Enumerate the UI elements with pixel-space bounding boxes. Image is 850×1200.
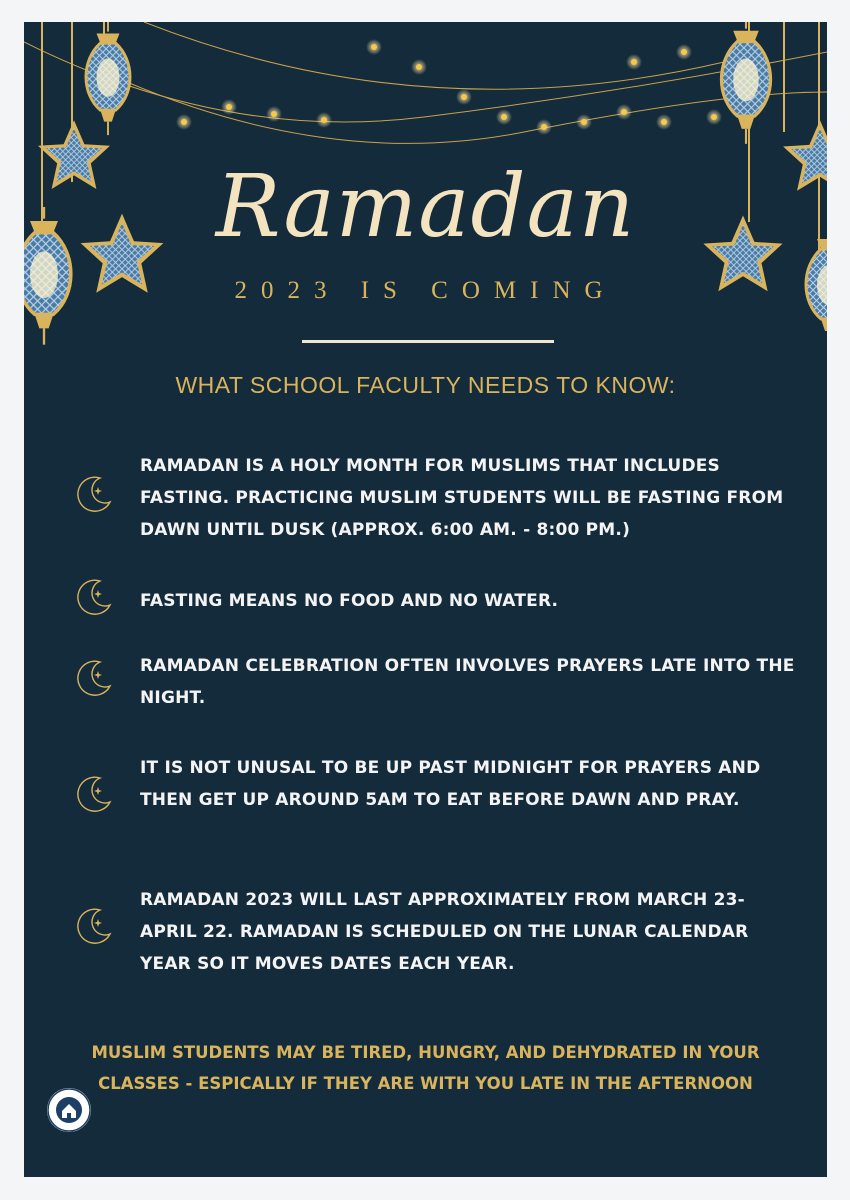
school-district-seal-icon: [46, 1087, 92, 1133]
poster: [24, 22, 827, 1177]
divider: [302, 340, 554, 343]
crescent-moon-icon: [74, 906, 114, 946]
crescent-moon-icon: [74, 577, 114, 617]
crescent-moon-icon: [74, 658, 114, 698]
poster-title: Ramadan: [215, 157, 636, 257]
item-text: RAMADAN 2023 WILL LAST APPROXIMATELY FROM MARCH 23- APRIL 22. RAMADAN IS SCHEDULED ON THE LUNAR CALENDAR YEAR SO IT MOVES DATES EACH YEAR.: [140, 890, 749, 974]
item-text: RAMADAN CELEBRATION OFTEN INVOLVES PRAYERS LATE INTO THE NIGHT.: [140, 656, 795, 708]
crescent-moon-icon: [74, 474, 114, 514]
item-text: IT IS NOT UNUSAL TO BE UP PAST MIDNIGHT FOR PRAYERS AND THEN GET UP AROUND 5AM TO EAT BEFORE DAWN AND PRAY.: [140, 758, 761, 810]
section-heading: WHAT SCHOOL FACULTY NEEDS TO KNOW:: [175, 372, 676, 398]
footer-note: MUSLIM STUDENTS MAY BE TIRED, HUNGRY, AND DEHYDRATED IN YOUR CLASSES - ESPICALLY IF THEY ARE WITH YOU LATE IN THE AFTERNOON: [91, 1043, 760, 1093]
crescent-moon-icon: [74, 774, 114, 814]
poster-subtitle: 2023 IS COMING: [234, 277, 617, 304]
item-text: FASTING MEANS NO FOOD AND NO WATER.: [140, 591, 559, 611]
item-text: RAMADAN IS A HOLY MONTH FOR MUSLIMS THAT INCLUDES FASTING. PRACTICING MUSLIM STUDENTS WILL BE FASTING FROM DAWN UNTIL DUSK (APPROX. 6:00 AM. - 8:00 PM.): [140, 456, 784, 540]
